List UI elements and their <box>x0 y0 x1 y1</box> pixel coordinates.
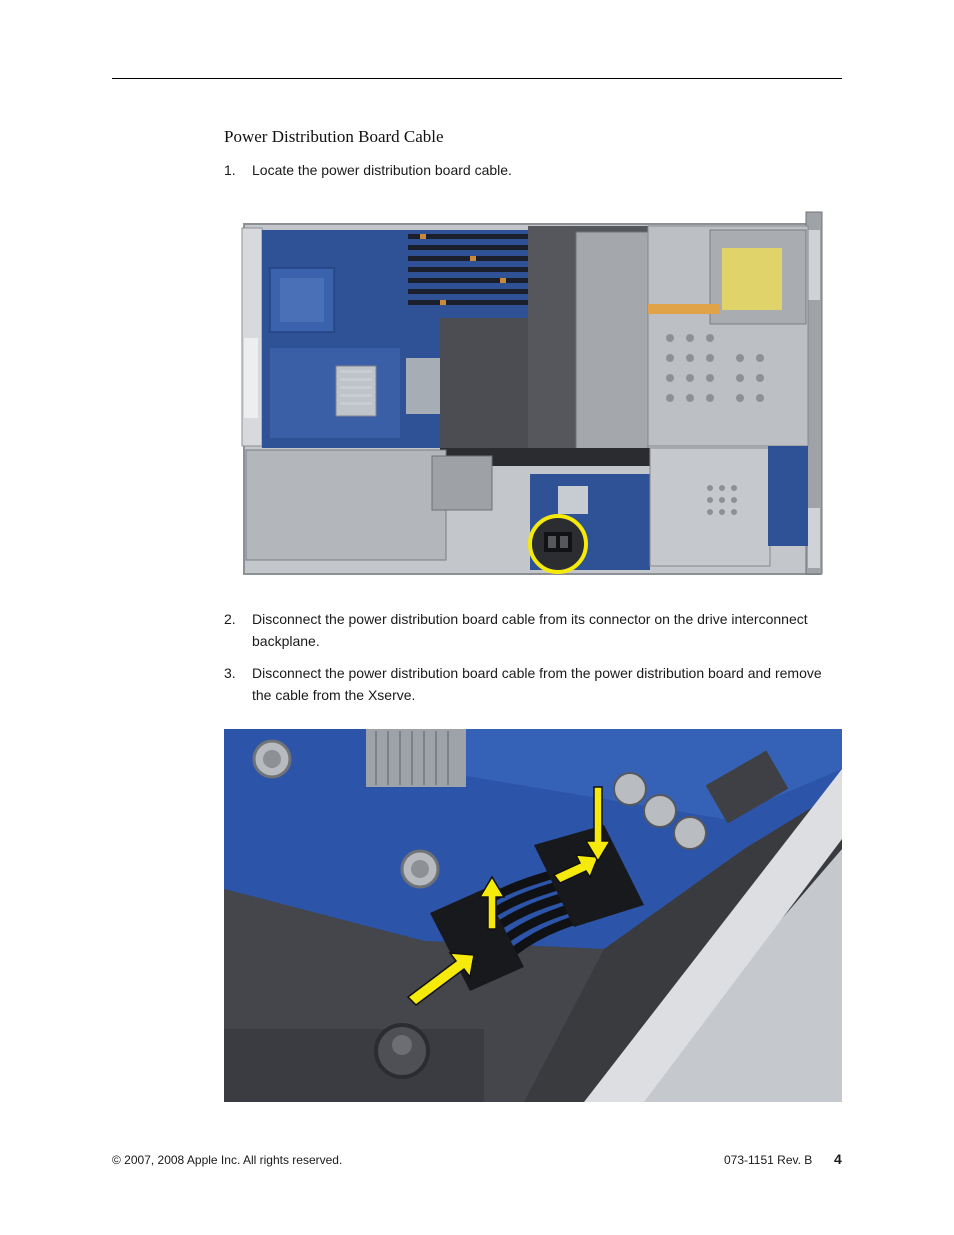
step-3 <box>224 662 844 706</box>
step-2 <box>224 608 844 652</box>
step-text: Locate the power distribution board cable. <box>252 162 512 178</box>
section-heading: Power Distribution Board Cable <box>224 127 444 146</box>
page-number: 4 <box>834 1151 842 1167</box>
step-1 <box>224 159 844 181</box>
step-number: 2. <box>224 611 236 627</box>
step-text: Disconnect the power distribution board cable from the power distribution board and remove the cable from the Xserve. <box>252 665 822 703</box>
step-number: 3. <box>224 665 236 681</box>
step-number: 1. <box>224 162 236 178</box>
footer-doc-number: 073-1151 Rev. B <box>724 1153 813 1167</box>
xserve-top-view-photo <box>240 208 830 580</box>
step-text: Disconnect the power distribution board cable from its connector on the drive interconnect backplane. <box>252 611 808 649</box>
cable-connector-closeup-photo <box>224 729 842 1102</box>
footer-copyright: © 2007, 2008 Apple Inc. All rights reserved. <box>112 1153 343 1167</box>
header-rule <box>112 78 842 79</box>
